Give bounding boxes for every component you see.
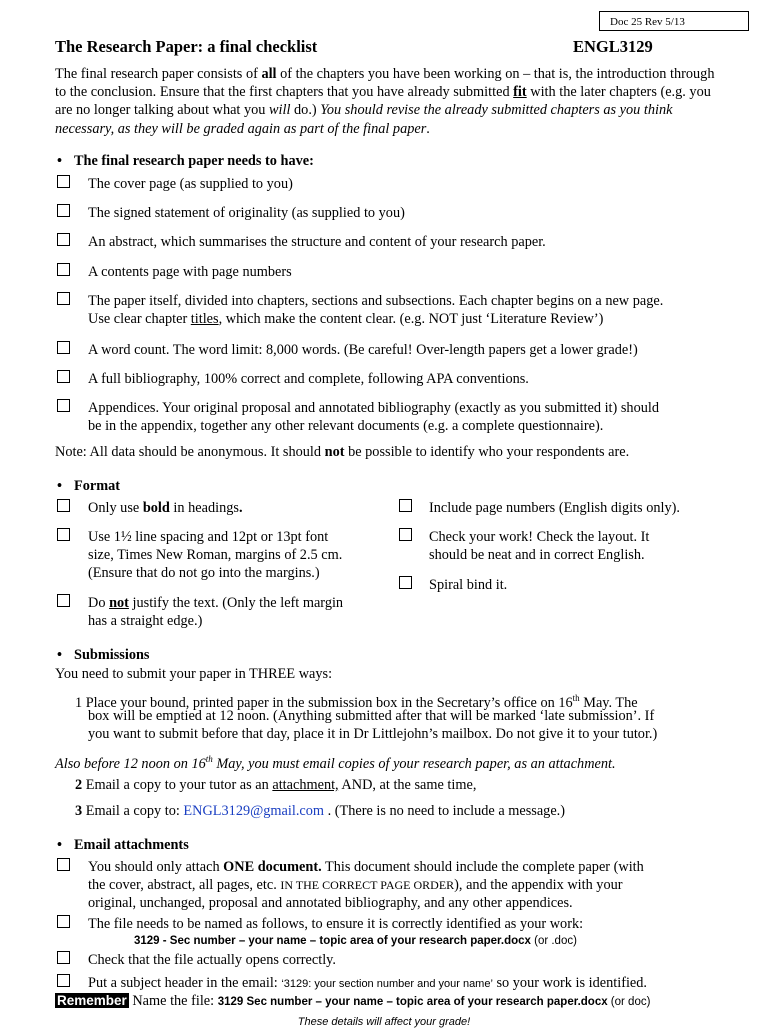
checkbox[interactable]	[57, 915, 70, 928]
checkbox[interactable]	[57, 292, 70, 305]
section-heading-format: • Format	[57, 478, 121, 494]
item-label-line2: size, Times New Roman, margins of 2.5 cm.	[88, 547, 343, 563]
checkbox[interactable]	[57, 858, 70, 871]
item-label: Check that the file actually opens correctly.	[88, 952, 336, 968]
item-label: A full bibliography, 100% correct and complete, following APA conventions.	[88, 371, 529, 387]
item-label: An abstract, which summarises the structure and content of your research paper.	[88, 234, 546, 250]
checkbox[interactable]	[57, 370, 70, 383]
remember-line: Remember Name the file: 3129 Sec number – your name – topic area of your research paper.docx (or doc)	[57, 993, 651, 1009]
anonymity-note: Note: All data should be anonymous. It should not be possible to identify who your respondents are.	[55, 444, 630, 460]
item-label: Check your work! Check the layout. It	[429, 529, 650, 545]
course-code: ENGL3129	[573, 37, 653, 56]
intro-paragraph: The final research paper consists of all of the chapters you have been working on – that is, the introduction through to the conclusion. Ensure that the first chapters that you have already submitted fit with the later chapters (e.g. you are no longer talking about what you will do.) You should revise the already submitted chapters as you think necessary, as they will be graded again as part of the final paper.	[55, 66, 715, 137]
checkbox[interactable]	[399, 576, 412, 589]
item-label-line2: the cover, abstract, all pages, etc. IN THE CORRECT PAGE ORDER), and the appendix with your	[88, 877, 623, 893]
document-reference: Doc 25 Rev 5/13	[599, 11, 749, 31]
item-label-line2: has a straight edge.)	[88, 613, 203, 629]
item-label: The cover page (as supplied to you)	[88, 176, 293, 192]
checkbox[interactable]	[57, 204, 70, 217]
footer-note: These details will affect your grade!	[297, 1016, 471, 1028]
section-heading-requirements: • The final research paper needs to have:	[57, 153, 314, 169]
checkbox[interactable]	[57, 499, 70, 512]
email-link[interactable]: ENGL3129@gmail.com	[183, 803, 325, 819]
remember-badge: Remember	[57, 993, 127, 1008]
checkbox[interactable]	[57, 594, 70, 607]
checkbox[interactable]	[57, 974, 70, 987]
checkbox[interactable]	[57, 233, 70, 246]
email-deadline-note: Also before 12 noon on 16th May, you must email copies of your research paper, as an attachment.	[55, 754, 616, 772]
item-label: The signed statement of originality (as supplied to you)	[88, 205, 405, 221]
submission-step-2: 2 Email a copy to your tutor as an attachment, AND, at the same time,	[75, 777, 477, 793]
item-label: You should only attach ONE document. This document should include the complete paper (with	[88, 859, 644, 875]
item-label-line3: (Ensure that do not go into the margins.)	[88, 565, 320, 581]
item-label: Do not justify the text. (Only the left margin	[88, 595, 344, 611]
checkbox[interactable]	[57, 175, 70, 188]
section-heading-email-attachments: • Email attachments	[57, 837, 189, 853]
checkbox[interactable]	[399, 499, 412, 512]
item-label-line2: should be neat and in correct English.	[429, 547, 645, 563]
file-name-format: 3129 - Sec number – your name – topic area of your research paper.docx (or .doc)	[134, 935, 577, 947]
section-heading-submissions: • Submissions	[57, 647, 150, 663]
item-label: A word count. The word limit: 8,000 words. (Be careful! Over-length papers get a lower grade!)	[88, 342, 638, 358]
item-label: Only use bold in headings.	[88, 500, 243, 516]
page-title: The Research Paper: a final checklist	[55, 37, 318, 56]
item-label: Put a subject header in the email: ‘3129: your section number and your name’ so your work is identified.	[88, 975, 647, 991]
item-label-line2: Use clear chapter titles, which make the content clear. (e.g. NOT just ‘Literature Review’)	[88, 311, 604, 327]
item-label-line2: be in the appendix, together any other relevant documents (e.g. a complete questionnaire).	[88, 418, 604, 434]
item-label: The paper itself, divided into chapters, sections and subsections. Each chapter begins on a new page.	[88, 293, 664, 309]
item-label: Spiral bind it.	[429, 577, 508, 593]
item-label: Include page numbers (English digits only).	[429, 500, 680, 516]
checkbox[interactable]	[57, 263, 70, 276]
checkbox[interactable]	[399, 528, 412, 541]
item-label-line3: original, unchanged, proposal and annotated bibliography, and any other appendices.	[88, 895, 573, 911]
item-label: Use 1½ line spacing and 12pt or 13pt font	[88, 529, 329, 545]
item-label: A contents page with page numbers	[88, 264, 292, 280]
submission-step-3: 3 Email a copy to: ENGL3129@gmail.com . (There is no need to include a message.)	[75, 803, 566, 819]
checkbox[interactable]	[57, 399, 70, 412]
submission-step-1-line2: box will be emptied at 12 noon. (Anything submitted after that will be marked ‘late submission’. If	[88, 708, 655, 724]
item-label: The file needs to be named as follows, to ensure it is correctly identified as your work:	[88, 916, 584, 932]
submission-step-1: 1 Place your bound, printed paper in the submission box in the Secretary’s office on 16th May. The	[75, 693, 638, 711]
checkbox[interactable]	[57, 951, 70, 964]
item-label: Appendices. Your original proposal and annotated bibliography (exactly as you submitted it) should	[88, 400, 659, 416]
checkbox[interactable]	[57, 341, 70, 354]
submission-step-1-line3: you want to submit before that day, place it in Dr Littlejohn’s mailbox. Do not give it to your tutor.)	[88, 726, 658, 742]
checkbox[interactable]	[57, 528, 70, 541]
submissions-intro: You need to submit your paper in THREE ways:	[55, 666, 333, 682]
